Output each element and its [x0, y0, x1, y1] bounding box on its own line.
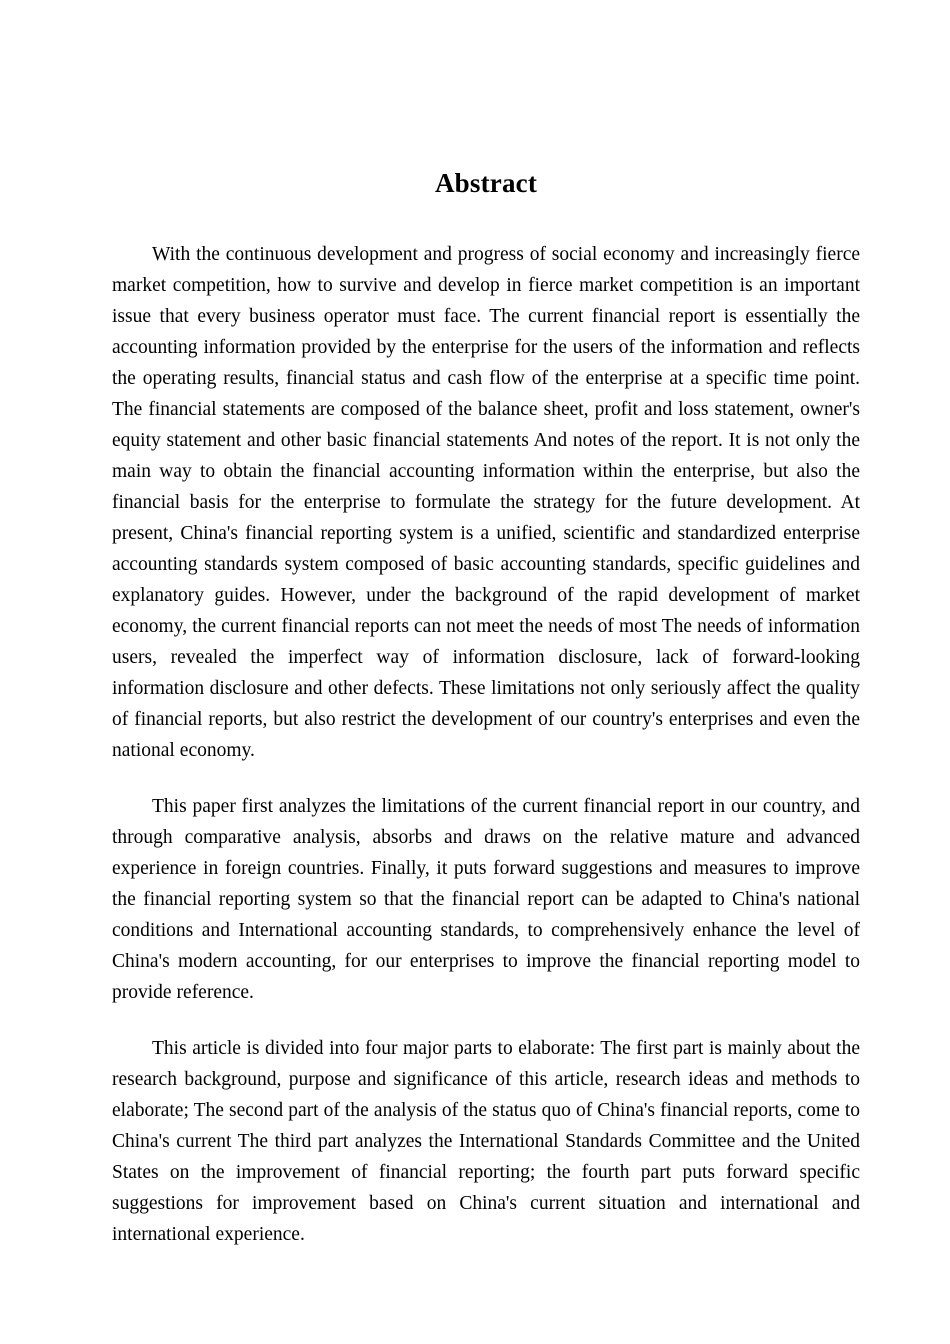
abstract-paragraph-3: This article is divided into four major parts to elaborate: The first part is mainly about the research background, purpose and significance of this article, research ideas and methods to elaborate; The second part of the analysis of the status quo of China's financial reports, come to China's current The third part analyzes the International Standards Committee and the United States on the improvement of financial reporting; the fourth part puts forward specific suggestions for improvement based on China's current situation and international and international experience. [112, 1038, 860, 1245]
abstract-paragraph-1: With the continuous development and progress of social economy and increasingly fierce market competition, how to survive and develop in fierce market competition is an important issue that every business operator must face. The current financial report is essentially the accounting information provided by the enterprise for the users of the information and reflects the operating results, financial status and cash flow of the enterprise at a specific time point. The financial statements are composed of the balance sheet, profit and loss statement, owner's equity statement and other basic financial statements And notes of the report. It is not only the main way to obtain the financial accounting information within the enterprise, but also the financial basis for the enterprise to formulate the strategy for the future development. At present, China's financial reporting system is a unified, scientific and standardized enterprise accounting standards system composed of basic accounting standards, specific guidelines and explanatory guides. However, under the background of the rapid development of market economy, the current financial reports can not meet the needs of most The needs of information users, revealed the imperfect way of information disclosure, lack of forward-looking information disclosure and other defects. These limitations not only seriously affect the quality of financial reports, but also restrict the development of our country's enterprises and even the national economy. [112, 244, 860, 761]
abstract-paragraph-2: This paper first analyzes the limitations of the current financial report in our country, and through comparative analysis, absorbs and draws on the relative mature and advanced experience in foreign countries. Finally, it puts forward suggestions and measures to improve the financial reporting system so that the financial report can be adapted to China's national conditions and International accounting standards, to comprehensively enhance the level of China's modern accounting, for our enterprises to improve the financial reporting model to provide reference. [112, 796, 860, 1003]
page-content [112, 0, 860, 1250]
abstract-body [112, 239, 860, 1250]
page-title: Abstract [434, 168, 538, 198]
